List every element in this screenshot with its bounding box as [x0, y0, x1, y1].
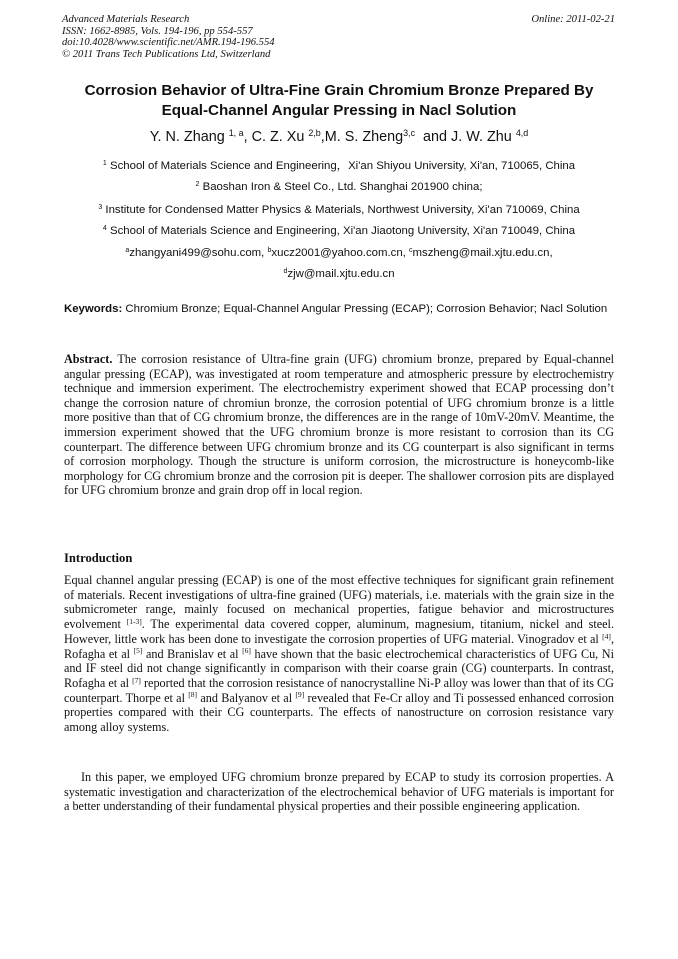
affiliation-3 [30, 203, 648, 217]
citation: [6] [242, 646, 251, 656]
journal-copyright: © 2011 Trans Tech Publications Ltd, Switzerland [62, 48, 271, 60]
text-run: and Branislav et al [142, 646, 243, 661]
text-run: , Rofagha et al [64, 631, 614, 661]
author: , C. Z. Xu [243, 129, 305, 145]
text-run: . The experimental data covered copper, aluminum, magnesium, titanium, nickel and steel. However, little work has been done to investigate the corrosion properties of UFG material. Vinogradov et al [64, 617, 614, 646]
affiliation-4 [30, 224, 648, 238]
keywords-label: Keywords: [64, 303, 123, 315]
email-sup: a [125, 247, 130, 255]
author: Y. N. Zhang [149, 129, 225, 145]
section-heading-introduction: Introduction [64, 551, 133, 565]
citation: [8] [188, 690, 198, 700]
email-sup: d [283, 268, 288, 276]
citation: [4] [602, 631, 611, 641]
text-run: Equal channel angular pressing (ECAP) is one of the most effective techniques for significant grain refinement of materials. Recent investigations of ultra-fine grained (UFG) materials, i.e. materials with the grain size in the submicrometer range, mainly focused on mechanical properties, fatigue behavior and microstructures evolvement [64, 573, 614, 632]
text-run: reported that the corrosion resistance of nanocrystalline Ni-P alloy was lower than that of its CG counterpart. Thorpe et al [64, 675, 614, 705]
journal-header [62, 14, 275, 60]
journal-issn: ISSN: 1662-8985, Vols. 194-196, pp 554-557 [62, 25, 253, 37]
intro-paragraph-2: In this paper, we employed UFG chromium bronze prepared by ECAP to study its corrosion properties. A systematic investigation and characterization of the electrochemical behavior of UFG materials is important for a better understanding of their fundamental physical properties and their possible engineering application. [64, 770, 614, 814]
affiliation-num: 4 [102, 225, 107, 233]
citation: [9] [295, 690, 305, 700]
abstract [64, 352, 614, 498]
title-line-2: Equal-Channel Angular Pressing in Nacl Solution [161, 102, 517, 119]
affiliation-2 [30, 180, 648, 194]
online-date: Online: 2011-02-21 [531, 14, 615, 25]
journal-doi: doi:10.4028/www.scientific.net/AMR.194-196.554 [62, 37, 275, 49]
text-run: have shown that the basic electrochemical characteristics of UFG Cu, Ni and IF steel did not change significantly in comparison with their coarse grain (CG) counterparts. In contrast, Rofagha et al [64, 646, 614, 690]
affiliation-1 [30, 159, 648, 173]
author-list [40, 128, 638, 146]
journal-name: Advanced Materials Research [62, 14, 190, 25]
author: and J. W. Zhu [423, 129, 512, 145]
title-line-1: Corrosion Behavior of Ultra-Fine Grain Chromium Bronze Prepared By [84, 82, 594, 99]
affiliation-num: 3 [98, 204, 103, 212]
citation: [7] [132, 675, 141, 685]
affiliation-num: 1 [102, 160, 107, 168]
author-affil-sup: 3,c [403, 128, 416, 139]
email: zjw@mail.xjtu.edu.cn [287, 268, 395, 280]
keywords [64, 302, 614, 317]
author: ,M. S. Zheng [320, 129, 404, 145]
author-affil-sup: 1, a [228, 128, 244, 139]
text-run: revealed that Fe-Cr alloy and Ti possessed enhanced corrosion properties compared with their CG counterparts. The effects of nanostructure on corrosion resistance vary among alloy systems. [64, 690, 614, 735]
affiliation-text: Institute for Condensed Matter Physics & Materials, Northwest University, Xi'an 710069, China [105, 204, 580, 216]
affiliation-text: Baoshan Iron & Steel Co., Ltd. Shanghai 201900 china; [202, 181, 483, 193]
email: mszheng@mail.xjtu.edu.cn, [412, 247, 553, 259]
citation: [5] [133, 646, 143, 656]
affiliation-text: School of Materials Science and Engineering, Xi'an Jiaotong University, Xi'an 710049, China [109, 225, 576, 237]
email: xucz2001@yahoo.com.cn, [271, 247, 409, 259]
citation: [1-3] [126, 616, 142, 626]
email-line-1 [30, 246, 648, 260]
email-line-2 [30, 267, 648, 281]
email-sup: b [267, 247, 272, 255]
author-affil-sup: 4,d [515, 128, 529, 139]
paper-title [40, 81, 638, 121]
text-run: and Balyanov et al [197, 690, 296, 705]
keywords-text: Chromium Bronze; Equal-Channel Angular Pressing (ECAP); Corrosion Behavior; Nacl Solution [122, 303, 608, 315]
abstract-label: Abstract. [64, 352, 113, 366]
affiliation-num: 2 [195, 181, 200, 189]
email-sup: c [409, 247, 413, 255]
affiliation-text: School of Materials Science and Engineering，Xi'an Shiyou University, Xi'an, 710065, China [110, 160, 576, 172]
abstract-text: The corrosion resistance of Ultra-fine grain (UFG) chromium bronze, prepared by Equal-channel angular pressing (ECAP), was investigated at room temperature and atmospheric pressure by electrochemistry technique and immersion experiment. The electrochemistry experiment showed that ECAP processing don’t change the corrosion nature of chromiun bronze, the corrosion potential of UFG chromium bronze is a little more positive than that of CG chromium bronze, the differences are in the range of 10mV-20mV. Meantime, the immersion experiment showed that the UFG chromium bronze is more resistant to corrosion than its CG counterpart. The difference between UFG chromium bronze and its CG counterpart is also significant in terms of corrosion morphology. Though the structure is uniform corrosion, the microstructure is honeycomb-like morphology for CG chromium bronze and the corrosion pit is deeper. The shallower corrosion pits are displayed for UFG chromium bronze and grain drop off in local region. [64, 352, 614, 498]
author-affil-sup: 2,b [308, 128, 321, 139]
email: zhangyani499@sohu.com, [129, 247, 268, 259]
intro-paragraph-1 [64, 573, 614, 735]
